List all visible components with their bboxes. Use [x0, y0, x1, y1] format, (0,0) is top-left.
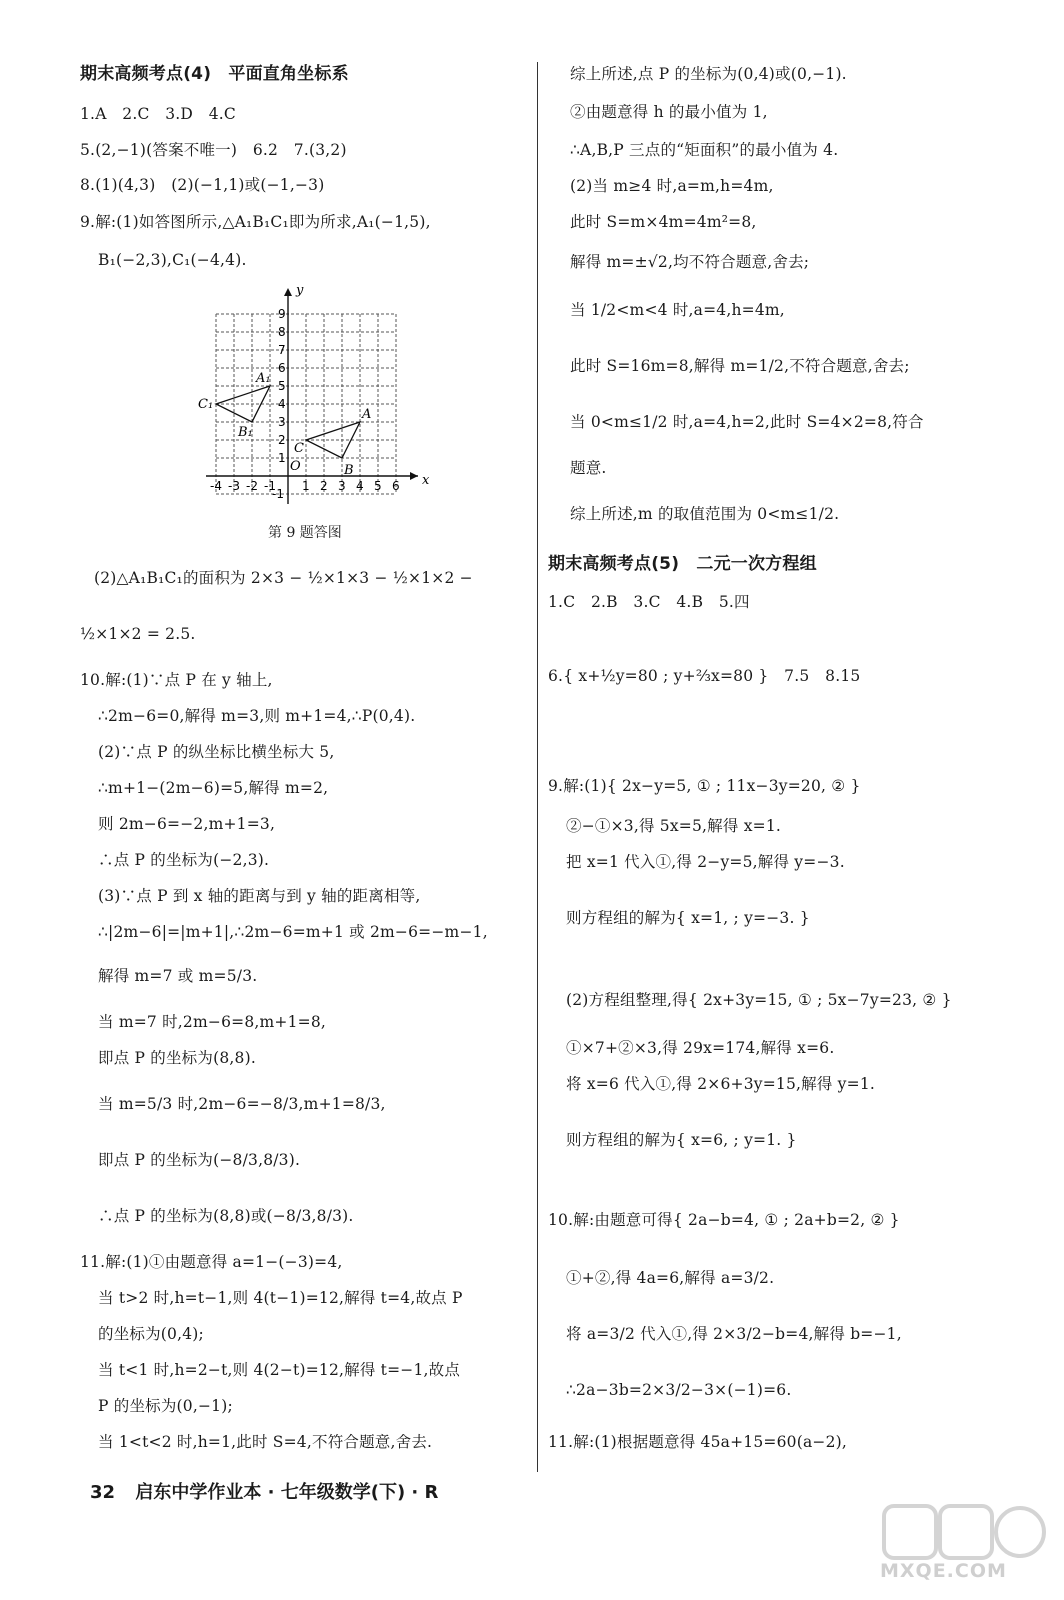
x-tick: -1 — [264, 479, 276, 493]
answer-line: 将 a=3/2 代入①,得 2×3/2−b=4,解得 b=−1, — [566, 1325, 902, 1343]
answer-line: 当 0<m≤1/2 时,a=4,h=2,此时 S=4×2=8,符合 — [570, 413, 924, 431]
answer-line: ∴|2m−6|=|m+1|,∴2m−6=m+1 或 2m−6=−m−1, — [98, 923, 488, 941]
page-footer — [90, 1478, 438, 1504]
y-tick: 7 — [278, 343, 286, 357]
answer-line: ½×1×2 = 2.5. — [80, 625, 196, 643]
answer-line: 则方程组的解为{ x=6, ; y=1. } — [566, 1131, 797, 1149]
x-tick: -2 — [246, 479, 258, 493]
answer-line: 解得 m=±√2,均不符合题意,舍去; — [570, 253, 810, 271]
answer-line: (2)∵点 P 的纵坐标比横坐标大 5, — [98, 743, 335, 761]
answer-line: (3)∵点 P 到 x 轴的距离与到 y 轴的距离相等, — [98, 887, 421, 905]
x-tick: -4 — [210, 479, 222, 493]
point-label-c: C — [294, 441, 304, 456]
answer-line: ②−①×3,得 5x=5,解得 x=1. — [566, 817, 782, 835]
x-tick: 4 — [356, 479, 364, 493]
answer-line: 则 2m−6=−2,m+1=3, — [98, 815, 276, 833]
answer-line: 5.(2,−1)(答案不唯一) 6.2 7.(3,2) — [80, 141, 347, 159]
book-title: 启东中学作业本 · 七年级数学(下) · R — [135, 1482, 439, 1503]
answer-line: 10.解:由题意可得{ 2a−b=4, ① ; 2a+b=2, ② } — [548, 1211, 900, 1229]
y-tick: 9 — [278, 307, 286, 321]
grid-lines — [216, 314, 396, 494]
answer-line: P 的坐标为(0,−1); — [98, 1397, 233, 1415]
answer-line: 即点 P 的坐标为(−8/3,8/3). — [98, 1151, 301, 1169]
answer-line: 11.解:(1)根据题意得 45a+15=60(a−2), — [548, 1433, 848, 1451]
answer-line: 6.{ x+½y=80 ; y+⅔x=80 } 7.5 8.15 — [548, 667, 861, 685]
y-tick: 2 — [278, 433, 286, 447]
answer-line: (2)方程组整理,得{ 2x+3y=15, ① ; 5x−7y=23, ② } — [566, 991, 952, 1009]
column-divider — [537, 62, 538, 1472]
x-axis-arrow — [410, 472, 418, 480]
y-axis-label: y — [296, 283, 304, 298]
answer-line: B₁(−2,3),C₁(−4,4). — [98, 251, 247, 269]
answer-line: 此时 S=m×4m=4m²=8, — [570, 213, 757, 231]
answer-line: ∴2a−3b=2×3/2−3×(−1)=6. — [566, 1381, 792, 1399]
answer-line: 当 m=7 时,2m−6=8,m+1=8, — [98, 1013, 327, 1031]
answer-line: 当 m=5/3 时,2m−6=−8/3,m+1=8/3, — [98, 1095, 386, 1113]
answer-line: 将 x=6 代入①,得 2×6+3y=15,解得 y=1. — [566, 1075, 876, 1093]
answer-line: 把 x=1 代入①,得 2−y=5,解得 y=−3. — [566, 853, 845, 871]
answer-line: 即点 P 的坐标为(8,8). — [98, 1049, 256, 1067]
answer-line: ①+②,得 4a=6,解得 a=3/2. — [566, 1269, 775, 1287]
answer-line: (2)△A₁B₁C₁的面积为 2×3 − ½×1×3 − ½×1×2 − — [94, 569, 473, 587]
answer-line: 解得 m=7 或 m=5/3. — [98, 967, 258, 985]
origin-label: O — [290, 459, 301, 474]
answer-line: 当 1/2<m<4 时,a=4,h=4m, — [570, 301, 785, 319]
y-tick-labels — [272, 307, 286, 501]
x-axis-label: x — [422, 473, 430, 488]
figure-caption: 第 9 题答图 — [268, 525, 342, 541]
coordinate-figure — [198, 280, 508, 510]
section-heading-4: 期末高频考点(4) 平面直角坐标系 — [80, 64, 349, 84]
answer-line: 当 t<1 时,h=2−t,则 4(2−t)=12,解得 t=−1,故点 — [98, 1361, 461, 1379]
answer-line: 题意. — [570, 459, 607, 477]
answer-line: ∴m+1−(2m−6)=5,解得 m=2, — [98, 779, 329, 797]
x-tick: -3 — [228, 479, 240, 493]
page-number: 32 — [90, 1482, 116, 1503]
y-tick: -1 — [272, 487, 284, 501]
y-tick: 8 — [278, 325, 286, 339]
answer-line: ∴点 P 的坐标为(8,8)或(−8/3,8/3). — [98, 1207, 354, 1225]
watermark-text: MXQE.COM — [880, 1560, 1007, 1582]
point-label-b1: B₁ — [238, 425, 253, 440]
answer-line: 当 t>2 时,h=t−1,则 4(t−1)=12,解得 t=4,故点 P — [98, 1289, 463, 1307]
x-tick: 1 — [302, 479, 310, 493]
answer-line: ∴2m−6=0,解得 m=3,则 m+1=4,∴P(0,4). — [98, 707, 416, 725]
answer-line: 10.解:(1)∵点 P 在 y 轴上, — [80, 671, 273, 689]
answer-line: ∴A,B,P 三点的“矩面积”的最小值为 4. — [570, 141, 839, 159]
answer-line: 当 1<t<2 时,h=1,此时 S=4,不符合题意,舍去. — [98, 1433, 433, 1451]
y-tick: 1 — [278, 451, 286, 465]
x-tick: 6 — [392, 479, 400, 493]
point-label-a1: A₁ — [256, 371, 271, 386]
answer-line: 9.解:(1){ 2x−y=5, ① ; 11x−3y=20, ② } — [548, 777, 861, 795]
answer-line: 8.(1)(4,3) (2)(−1,1)或(−1,−3) — [80, 176, 325, 194]
y-tick: 4 — [278, 397, 286, 411]
answer-line: 1.A 2.C 3.D 4.C — [80, 105, 236, 123]
answer-line: ∴点 P 的坐标为(−2,3). — [98, 851, 270, 869]
answer-line: 此时 S=16m=8,解得 m=1/2,不符合题意,舍去; — [570, 357, 910, 375]
section-heading-5: 期末高频考点(5) 二元一次方程组 — [548, 554, 817, 574]
y-tick: 6 — [278, 361, 286, 375]
answer-line: 综上所述,点 P 的坐标为(0,4)或(0,−1). — [570, 65, 847, 83]
y-tick: 5 — [278, 379, 286, 393]
point-label-b: B — [344, 463, 354, 478]
x-tick: 3 — [338, 479, 346, 493]
answer-line: 则方程组的解为{ x=1, ; y=−3. } — [566, 909, 810, 927]
y-tick: 3 — [278, 415, 286, 429]
answer-line: (2)当 m≥4 时,a=m,h=4m, — [570, 177, 774, 195]
answer-line: ①×7+②×3,得 29x=174,解得 x=6. — [566, 1039, 835, 1057]
point-label-c1: C₁ — [198, 397, 214, 412]
x-tick: 2 — [320, 479, 328, 493]
answer-line: 1.C 2.B 3.C 4.B 5.四 — [548, 593, 750, 611]
point-label-a: A — [362, 407, 372, 422]
answer-line: ②由题意得 h 的最小值为 1, — [570, 103, 768, 121]
answer-line: 的坐标为(0,4); — [98, 1325, 204, 1343]
answer-line: 9.解:(1)如答图所示,△A₁B₁C₁即为所求,A₁(−1,5), — [80, 213, 431, 231]
coordinate-grid-svg — [198, 280, 508, 510]
answer-line: 综上所述,m 的取值范围为 0<m≤1/2. — [570, 505, 840, 523]
x-tick: 5 — [374, 479, 382, 493]
y-axis-arrow — [284, 288, 292, 296]
x-tick-labels — [210, 479, 400, 493]
answer-line: 11.解:(1)①由题意得 a=1−(−3)=4, — [80, 1253, 343, 1271]
